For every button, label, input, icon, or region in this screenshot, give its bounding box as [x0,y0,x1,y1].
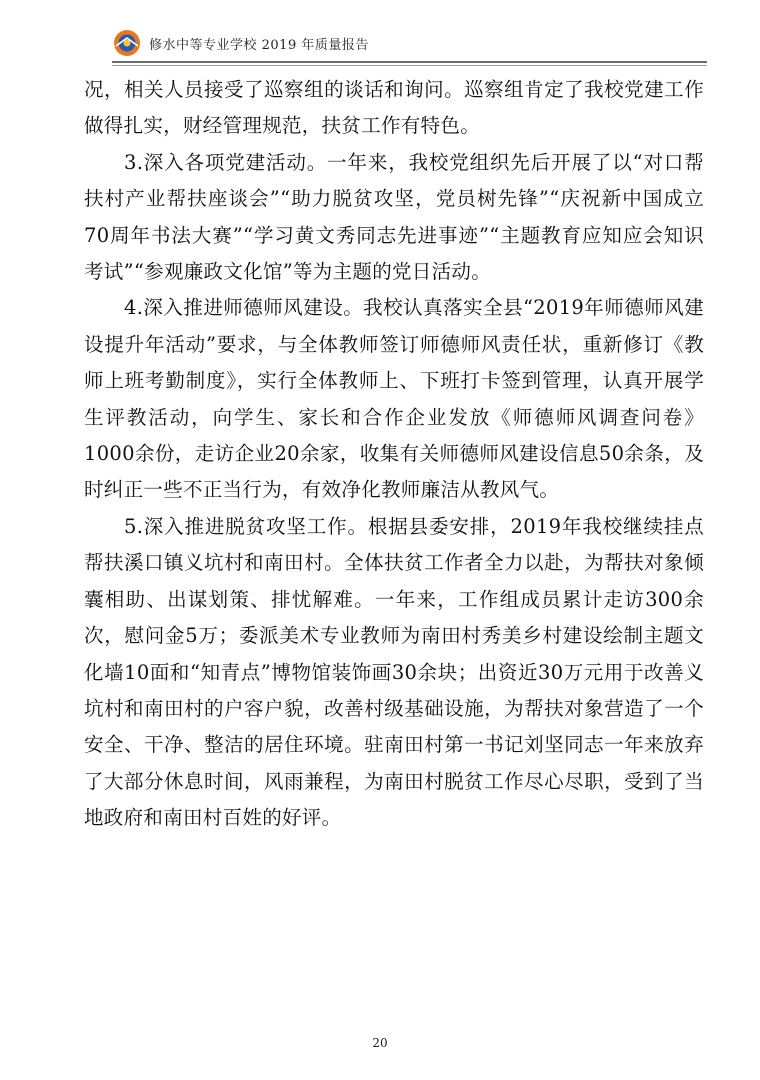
page-number: 20 [372,1036,388,1050]
report-title: 修水中等专业学校 2019 年质量报告 [149,37,369,53]
paragraph-poverty-alleviation: 5.深入推进脱贫攻坚工作。根据县委安排，2019年我校继续挂点帮扶溪口镇义坑村和南田村。全体扶贫工作者全力以赴，为帮扶对象倾囊相助、出谋划策、排忧解难。一年来，工作组成员累计走访300余次，慰问金5万；委派美术专业教师为南田村秀美乡村建设绘制主题文化墙10面和“知青点”博物馆装饰画30余块；出资近30万元用于改善义坑村和南田村的户容户貌，改善村级基础设施，为帮扶对象营造了一个安全、干净、整洁的居住环境。驻南田村第一书记刘坚同志一年来放弃了大部分休息时间，风雨兼程，为南田村脱贫工作尽心尽职，受到了当地政府和南田村百姓的好评。 [84,514,704,830]
document-body [84,72,704,837]
page-header [112,28,369,58]
paragraph-party-activities: 3.深入各项党建活动。一年来，我校党组织先后开展了以“对口帮扶村产业帮扶座谈会”“助力脱贫攻坚，党员树先锋”“庆祝新中国成立70周年书法大赛”“学习黄文秀同志先进事迹”“主题教育应知应会知识考试”“参观廉政文化馆”等为主题的党日活动。 [84,150,704,284]
paragraph-teacher-ethics: 4.深入推进师德师风建设。我校认真落实全县“2019年师德师风建设提升年活动”要求，与全体教师签订师德师风责任状，重新修订《教师上班考勤制度》，实行全体教师上、下班打卡签到管理，认真开展学生评教活动，向学生、家长和合作企业发放《师德师风调查问卷》1000余份，走访企业20余家，收集有关师德师风建设信息50余条，及时纠正一些不正当行为，有效净化教师廉洁从教风气。 [84,296,704,502]
paragraph-continuation: 况，相关人员接受了巡察组的谈话和询问。巡察组肯定了我校党建工作做得扎实，财经管理规范，扶贫工作有特色。 [84,78,704,138]
header-rule [112,61,707,66]
school-emblem-icon [112,28,142,58]
